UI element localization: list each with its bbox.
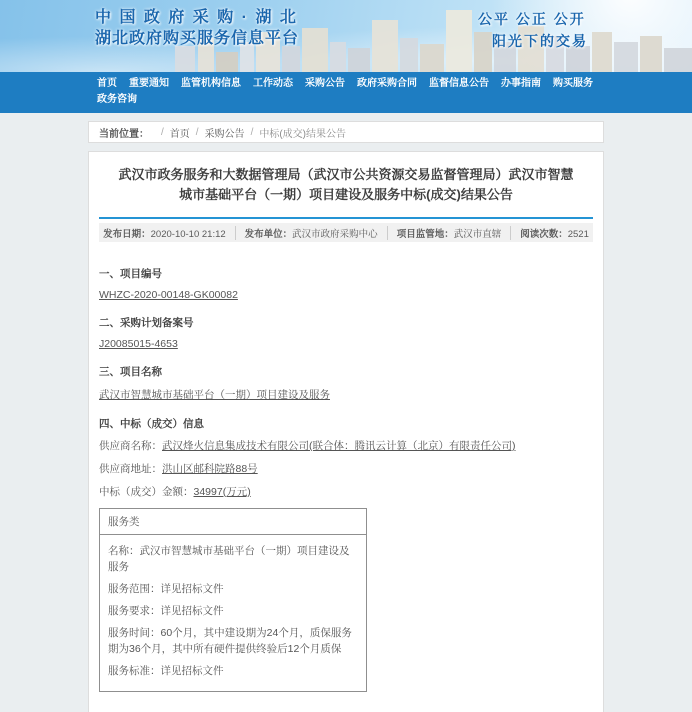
site-title-line2: 湖北政府购买服务信息平台 (95, 30, 300, 47)
banner-slogan-line2: 阳光下的交易 (492, 33, 588, 49)
service-requirements-row (108, 603, 358, 619)
section-3-heading: 三、项目名称 (99, 366, 162, 378)
meta-read-count (510, 226, 598, 240)
meta-supervision-area (387, 226, 511, 240)
nav-item-important-notices[interactable]: 重要通知 (129, 78, 169, 89)
supplier-name-value: 武汉烽火信息集成技术有限公司(联合体：腾讯云计算（北京）有限责任公司) (162, 440, 516, 452)
meta-read-count-label: 阅读次数： (520, 228, 568, 240)
meta-publish-date (94, 226, 235, 240)
banner-slogan-line1: 公平 公正 公开 (478, 11, 586, 27)
breadcrumb-item-procurement-notices[interactable]: 采购公告 (204, 128, 245, 140)
award-amount-value: 34997(万元) (193, 486, 251, 498)
meta-publish-date-value: 2020-10-10 21:12 (150, 228, 226, 240)
nav-row-1 (0, 76, 692, 92)
supplier-address-line (99, 462, 593, 477)
service-detail-table (99, 508, 367, 692)
service-table-header: 服务类 (100, 509, 366, 535)
supplier-address-label: 供应商地址： (99, 463, 162, 475)
nav-item-gov-contracts[interactable]: 政府采购合同 (357, 78, 417, 89)
service-standard-label: 服务标准： (108, 665, 161, 677)
nav-item-work-updates[interactable]: 工作动态 (253, 78, 293, 89)
meta-publish-unit (235, 226, 387, 240)
announcement-card (88, 151, 604, 712)
service-duration-row (108, 625, 358, 657)
meta-publish-unit-label: 发布单位： (244, 228, 293, 240)
service-scope-value: 详见招标文件 (160, 583, 224, 595)
site-banner (0, 0, 692, 72)
breadcrumb-item-home[interactable]: 首页 (169, 128, 190, 140)
main-nav (0, 72, 692, 113)
service-name-value: 武汉市智慧城市基础平台（一期）项目建设及服务 (108, 545, 350, 573)
service-standard-value: 详见招标文件 (160, 665, 224, 677)
service-name-row (108, 543, 358, 575)
section-2-heading: 二、采购计划备案号 (99, 317, 194, 329)
announcement-title: 武汉市政务服务和大数据管理局（武汉市公共资源交易监督管理局）武汉市智慧城市基础平台（一期）项目建设及服务中标(成交)结果公告 (118, 167, 574, 202)
supplier-address-value: 洪山区邮科院路88号 (162, 463, 258, 475)
meta-supervision-area-value: 武汉市直辖 (453, 228, 502, 240)
nav-item-supervision-notices[interactable]: 监督信息公告 (429, 78, 489, 89)
meta-supervision-area-label: 项目监管地： (396, 228, 454, 240)
meta-publish-unit-value: 武汉市政府采购中心 (292, 228, 378, 240)
meta-publish-date-label: 发布日期： (103, 228, 151, 240)
service-table-body (100, 535, 366, 691)
service-duration-label: 服务时间： (108, 627, 161, 639)
nav-item-procurement-notices[interactable]: 采购公告 (305, 78, 345, 89)
service-standard-row (108, 663, 358, 679)
service-duration-value: 60个月，其中建设期为24个月，质保服务期为36个月，其中所有硬件提供终验后12个月质保 (108, 627, 352, 655)
nav-item-gov-consultation[interactable]: 政务咨询 (97, 94, 137, 105)
breadcrumb-item-current: 中标(成交)结果公告 (259, 128, 347, 140)
procurement-plan-number: J20085015-4653 (99, 338, 178, 350)
supplier-name-line (99, 439, 593, 454)
meta-read-count-value: 2521 (567, 228, 589, 240)
nav-row-2 (0, 92, 692, 108)
service-scope-label: 服务范围： (108, 583, 161, 595)
breadcrumb-separator: / (195, 126, 199, 138)
service-requirements-label: 服务要求： (108, 605, 161, 617)
breadcrumb (88, 121, 604, 143)
section-1-heading: 一、项目编号 (99, 268, 162, 280)
breadcrumb-separator: / (250, 126, 254, 138)
service-name-label: 名称： (108, 545, 140, 557)
service-requirements-value: 详见招标文件 (160, 605, 224, 617)
nav-item-purchase-services[interactable]: 购买服务 (553, 78, 593, 89)
nav-item-service-guide[interactable]: 办事指南 (501, 78, 541, 89)
nav-item-home[interactable]: 首页 (97, 78, 117, 89)
section-4-heading: 四、中标（成交）信息 (99, 418, 204, 430)
breadcrumb-label: 当前位置： (99, 128, 149, 140)
award-amount-label: 中标（成交）金额： (99, 486, 194, 498)
site-title-line1: 中 国 政 府 采 购 · 湖 北 (95, 9, 298, 26)
award-amount-line (99, 485, 593, 500)
service-scope-row (108, 581, 358, 597)
supplier-name-label: 供应商名称： (99, 440, 162, 452)
announcement-meta-bar (99, 223, 593, 242)
project-number: WHZC-2020-00148-GK00082 (99, 289, 238, 301)
breadcrumb-separator: / (161, 126, 164, 138)
project-name: 武汉市智慧城市基础平台（一期）项目建设及服务 (99, 389, 330, 401)
announcement-body (99, 242, 593, 692)
title-divider (99, 217, 593, 219)
nav-item-regulator-info[interactable]: 监管机构信息 (181, 78, 241, 89)
